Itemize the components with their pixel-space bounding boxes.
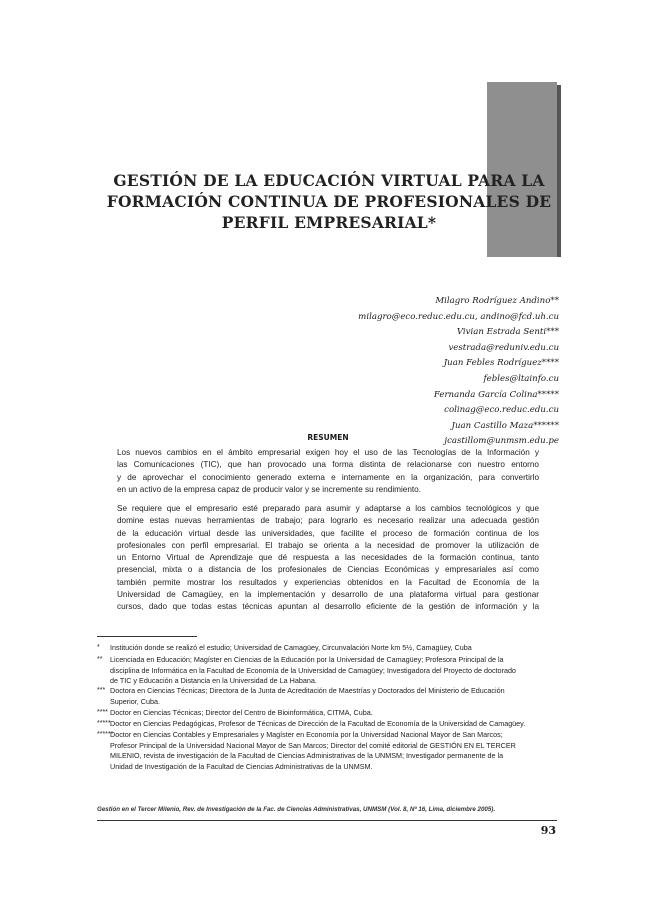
text-line: las Comunicaciones (TIC), que han provocado una forma distinta de relacionarse con nuestro entorno xyxy=(117,460,539,470)
text-line: cursos, dado que todas estas técnicas apuntan al desarrollo eficiente de la gestión de información y la xyxy=(117,602,539,612)
text-line: profesionales con perfil empresarial. El trabajo se orienta a la necesidad de promover la utilización de xyxy=(117,540,539,550)
text-line: presencial, mixta o a distancia de los profesionales de Ciencias Económicas y empresariales así como xyxy=(117,565,539,575)
decorative-bar-shadow xyxy=(557,85,561,257)
text-line: Universidad de Camagüey, en la implementación y desarrollo de una plataforma virtual para gestionar xyxy=(117,590,539,600)
author-name: Milagro Rodríguez Andino** xyxy=(435,296,559,306)
author-name: Fernanda García Colina***** xyxy=(433,389,559,400)
footnote-line: Doctor en Ciencias Técnicas; Director del Centro de Bioinformática, CITMA, Cuba. xyxy=(110,708,373,717)
footnote-line: Doctor en Ciencias Contables y Empresariales y Magíster en Economía por la Universidad Nacional Mayor de San Marcos; xyxy=(110,730,503,739)
footnote-line: Institución donde se realizó el estudio; Universidad de Camagüey, Circunvalación Norte km 5½, Camagüey, Cuba xyxy=(110,643,472,652)
footnote-mark: *** xyxy=(97,687,106,694)
footnote-mark: * xyxy=(97,644,100,651)
footnote-line: Unidad de Investigación de la Facultad de Ciencias Administrativas de la UNMSM. xyxy=(110,761,373,771)
title-line: GESTIÓN DE LA EDUCACIÓN VIRTUAL PARA LA xyxy=(113,171,545,190)
text-line: de la educación virtual desde las universidades, que facilite el proceso de formación continua de los xyxy=(117,528,539,538)
author-email: febles@ltainfo.cu xyxy=(483,373,559,384)
footnote-mark: ****** xyxy=(97,731,114,738)
article-title xyxy=(104,170,554,233)
author-email: jcastillom@unmsm.edu.pe xyxy=(444,436,559,447)
footnote-mark: ***** xyxy=(97,720,111,727)
author-name: Vivian Estrada Senti*** xyxy=(456,327,559,338)
footnote-line: disciplina de Informática en la Facultad de Economía de la Universidad de Camagüey; Investigadora del Proyecto de doctorado xyxy=(110,665,516,675)
footnote-line: Doctor en Ciencias Pedagógicas, Profesor de Técnicas de Dirección de la Facultad de Economía de la Universidad de Camagüey. xyxy=(110,719,526,728)
footnote-line: Profesor Principal de la Universidad Nacional Mayor de San Marcos; Director del comité editorial de GESTIÓN EN EL TERCER xyxy=(110,740,516,750)
title-line: FORMACIÓN CONTINUA DE PROFESIONALES DE xyxy=(106,192,552,211)
author-email: colinag@eco.reduc.edu.cu xyxy=(444,405,559,416)
author-name: Juan Febles Rodríguez**** xyxy=(443,358,559,369)
text-line: también permite mostrar los resultados y experiencias obtenidos en la Facultad de Economía de la xyxy=(117,577,539,587)
footnote-mark: **** xyxy=(97,709,108,716)
footnote-line: Licenciada en Educación; Magíster en Ciencias de la Educación por la Universidad de Camagüey; Profesora Principal de la xyxy=(110,655,504,664)
footnote-line: MILENIO, revista de investigación de la Facultad de Ciencias Administrativas de la UNMSM; Investigador permanente de la xyxy=(110,751,504,761)
page-number: 93 xyxy=(540,824,556,837)
text-line: un Entorno Virtual de Aprendizaje que dé respuesta a las necesidades de la formación continua, tanto xyxy=(117,553,539,563)
author-email: vestrada@reduniv.edu.cu xyxy=(448,342,559,353)
abstract-paragraph-1 xyxy=(117,447,539,496)
footnote-divider xyxy=(97,636,197,637)
abstract-paragraph-2 xyxy=(117,503,539,614)
footnote-line: Doctora en Ciencias Técnicas; Directora de la Junta de Acreditación de Maestrías y Doctorados del Ministerio de Educación xyxy=(110,686,505,695)
footnote-line: de TIC y Educación a Distancia en la Universidad de La Habana. xyxy=(110,676,317,686)
footnote-mark: ** xyxy=(97,656,103,663)
text-line: y de aprovechar el conocimiento generado externa e internamente en la organización, para convertirlo xyxy=(117,472,539,482)
text-line: domine estas nuevas herramientas de trabajo; para lograrlo es necesario realizar una adecuada gestión xyxy=(117,516,539,526)
text-line: Se requiere que el empresario esté preparado para asumir y adaptarse a los cambios tecnológicos y que xyxy=(117,504,539,513)
journal-citation: Gestión en el Tercer Milenio, Rev. de Investigación de la Fac. de Ciencias Administrativas, UNMSM (Vol. 8, Nº 16, Lima, diciembre 2005). xyxy=(97,806,496,813)
author-list xyxy=(358,294,559,450)
title-line: PERFIL EMPRESARIAL* xyxy=(221,213,437,232)
text-line: Los nuevos cambios en el ámbito empresarial exigen hoy el uso de las Tecnologías de la Información y xyxy=(117,448,539,457)
abstract-heading: RESUMEN xyxy=(307,433,349,442)
footnote-line: Superior, Cuba. xyxy=(110,696,160,706)
author-email: milagro@eco.reduc.edu.cu, andino@fcd.uh.cu xyxy=(358,311,559,322)
author-name: Juan Castillo Maza****** xyxy=(451,420,559,431)
page-footer-rule xyxy=(97,820,557,821)
text-line: en un activo de la empresa capaz de producir valor y se incremente su rendimiento. xyxy=(117,484,422,494)
